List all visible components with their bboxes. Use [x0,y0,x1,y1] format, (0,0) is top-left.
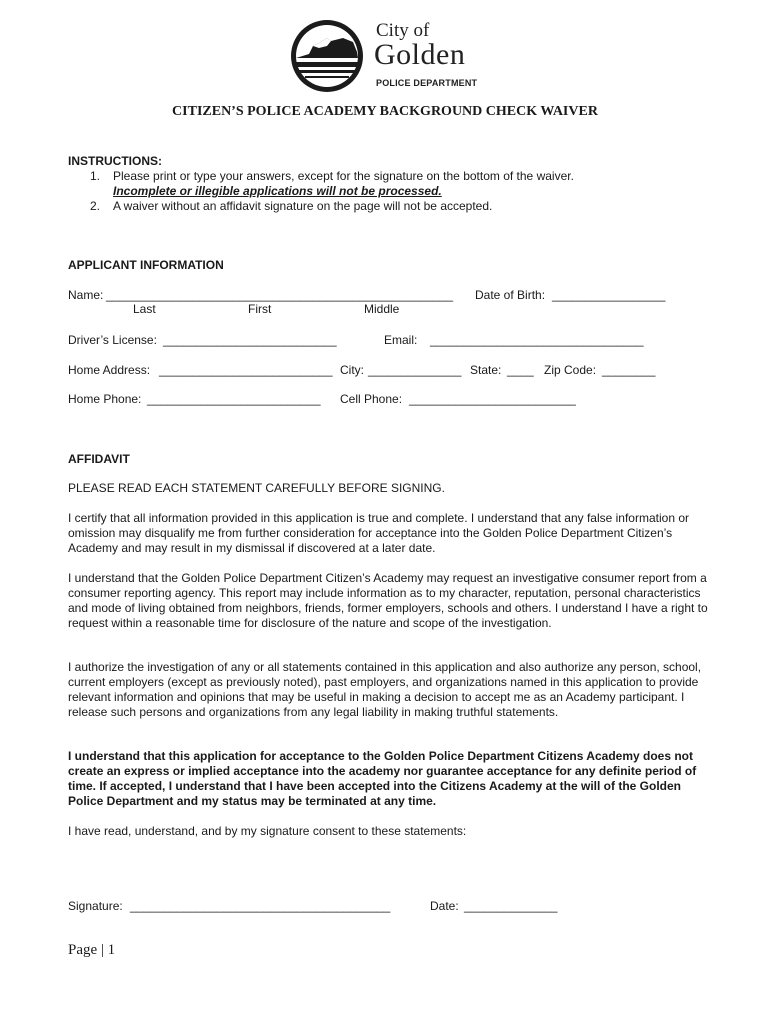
logo-golden: Golden [374,38,466,71]
name-field[interactable]: ____________________________________________________ [106,288,454,302]
home-address-field[interactable]: __________________________ [159,363,333,377]
signature-date-label: Date: [430,899,459,913]
name-first-caption: First [248,302,272,316]
page-number: Page | 1 [68,942,116,958]
affidavit-heading: AFFIDAVIT [68,452,130,466]
instruction-1-text: Please print or type your answers, except for the signature on the bottom of the waiver. [113,169,574,183]
instruction-2-number: 2. [90,199,101,213]
name-label: Name: [68,288,104,302]
cell-phone-field[interactable]: _________________________ [409,392,576,406]
zip-code-label: Zip Code: [544,363,597,377]
consent-statement: I have read, understand, and by my signature consent to these statements: [68,824,467,838]
signature-date-field[interactable]: ______________ [464,899,558,913]
email-label: Email: [384,333,418,347]
drivers-license-label: Driver’s License: [68,333,157,347]
affidavit-paragraph-3: I authorize the investigation of any or all statements contained in this application and also authorize any person, school, current employers (except as previously noted), past employers, and organizations named in this application to provide relevant information and opinions that may be useful in making a decision to accept me as an Academy participant. I release such persons and organizations from any legal liability in making truthful statements. [68,660,702,719]
home-phone-field[interactable]: __________________________ [147,392,321,406]
dob-label: Date of Birth: [475,288,546,302]
instruction-1-note: Incomplete or illegible applications will not be processed. [113,184,442,198]
logo-city-of: City of [376,20,430,41]
applicant-info-heading: APPLICANT INFORMATION [68,258,224,272]
affidavit-paragraph-4: I understand that this application for acceptance to the Golden Police Department Citizens Academy does not create an express or implied acceptance into the academy nor guarantee acceptance for any definite period of time. If accepted, I understand that I have been accepted into the Citizens Academy at the will of the Golden Police Department and my status may be terminated at any time. [68,749,697,808]
affidavit-paragraph-2: I understand that the Golden Police Department Citizen’s Academy may request an investigative consumer report from a consumer reporting agency. This report may include information as to my character, reputation, personal characteristics and mode of living obtained from neighbors, friends, former employers, schools and others. I understand I have a right to request within a reasonable time for disclosure of the nature and scope of the investigation. [68,571,708,630]
email-field[interactable]: ________________________________ [430,333,644,347]
signature-field[interactable]: _______________________________________ [130,899,391,913]
instruction-1-number: 1. [90,169,101,183]
drivers-license-field[interactable]: __________________________ [163,333,337,347]
instruction-2-text: A waiver without an affidavit signature on the page will not be accepted. [113,199,493,213]
home-phone-label: Home Phone: [68,392,142,406]
affidavit-paragraph-1: I certify that all information provided in this application is true and complete. I understand that any false information or omission may disqualify me from further consideration for acceptance into the Golden Police Department Citizen’s Academy and may result in my dismissal if discovered at a later date. [68,511,689,555]
signature-label: Signature: [68,899,123,913]
city-field[interactable]: ______________ [368,363,462,377]
document-title: CITIZEN’S POLICE ACADEMY BACKGROUND CHECK WAIVER [172,104,598,119]
home-address-label: Home Address: [68,363,151,377]
name-last-caption: Last [133,302,156,316]
city-label: City: [340,363,364,377]
name-middle-caption: Middle [364,302,400,316]
logo-department: POLICE DEPARTMENT [376,78,478,88]
read-each-statement: PLEASE READ EACH STATEMENT CAREFULLY BEFORE SIGNING. [68,481,445,495]
dob-field[interactable]: _________________ [552,288,666,302]
state-field[interactable]: ____ [507,363,534,377]
zip-code-field[interactable]: ________ [602,363,656,377]
instructions-heading: INSTRUCTIONS: [68,154,162,168]
state-label: State: [470,363,502,377]
cell-phone-label: Cell Phone: [340,392,403,406]
